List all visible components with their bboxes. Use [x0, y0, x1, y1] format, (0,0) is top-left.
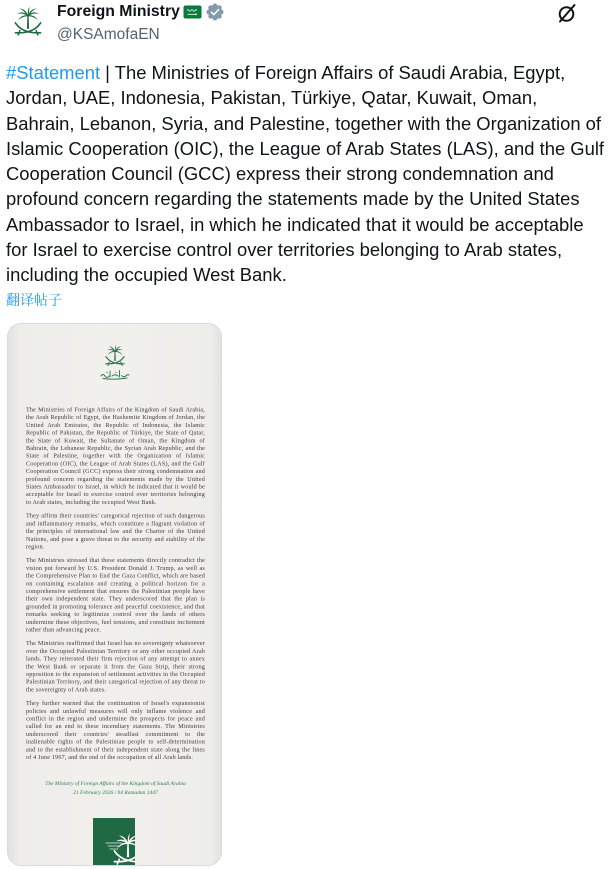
tweet-text-line: including the occupied West Bank.: [6, 264, 287, 286]
user-handle[interactable]: @KSAmofaEN: [57, 26, 160, 43]
tweet-text-segment: | The Ministries of Foreign Affairs of Saudi Arabia, Egypt,: [100, 62, 566, 83]
saudi-flag-icon: [183, 5, 202, 19]
translate-post-link[interactable]: 翻译帖子: [6, 292, 62, 308]
document-signature: [26, 779, 205, 797]
signature-date: 21 February 2026 / 04 Ramadan 1447: [73, 789, 158, 796]
tweet-text: [6, 60, 604, 288]
saudi-emblem-icon: [10, 4, 46, 40]
document-body: [26, 406, 205, 767]
tweet-text-line: Jordan, UAE, Indonesia, Pakistan, Türkiye, Qatar, Kuwait, Oman,: [6, 87, 538, 109]
display-name[interactable]: Foreign Ministry: [57, 3, 180, 20]
ministry-emblem-icon: [101, 343, 129, 369]
signature-issuer: The Ministry of Foreign Affairs of the Kingdom of Saudi Arabia: [45, 780, 186, 787]
document-paragraph: The Ministries of Foreign Affairs of the Kingdom of Saudi Arabia, the Arab Republic of Egypt, the Hashemite Kingdom of Jordan, the United Arab Emirates, the Republic of Indonesia, the Islamic Republic of Pakistan, the Republic of Türkiye, the State of Qatar, the State of Kuwait, the Sultanate of Oman, the Kingdom of Bahrain, the Lebanese Republic, the Syrian Arab Republic, and the State of Palestine, together with the Organization of Islamic Cooperation (OIC), the League of Arab States (LAS), and the Gulf Cooperation Council (GCC) express their strong condemnation and profound concern regarding the statements made by the United States Ambassador to Israel, in which he indicated that it would be acceptable for Israel to exercise control over territories belonging to Arab states, including the occupied West Bank.: [26, 406, 205, 506]
avatar[interactable]: [10, 4, 46, 40]
tweet-text-line: Islamic Cooperation (OIC), the League of Arab States (LAS), and the Gulf: [6, 137, 605, 159]
tweet-text-line: Ambassador to Israel, in which he indicated that it would be acceptable: [6, 213, 584, 235]
verified-badge-icon[interactable]: [206, 3, 224, 21]
ministry-calligraphy-logo: [99, 369, 131, 380]
document-paragraph: The Ministries stressed that these statements directly contradict the vision put forward by U.S. President Donald J. Trump, as well as the Comprehensive Plan to End the Gaza Conflict, which are based on containing escalation and creating a political horizon for a comprehensive settlement that ensures the Palestinian people have their own independent state. They underscored that the plan is grounded in promoting tolerance and peaceful coexistence, and that remarks seeking to legitimize control over the lands of others undermine these objectives, fuel tensions, and constitute incitement rather than advancing peace.: [26, 556, 205, 633]
ministry-logo-tile: [93, 818, 135, 866]
tweet-text-line: [6, 60, 604, 85]
tweet-text-line: for Israel to exercise control over territories belonging to Arab states,: [6, 239, 563, 261]
document-paragraph: The Ministries reaffirmed that Israel has no sovereignty whatsoever over the Occupied Palestinian Territory or any other occupied Arab lands. They reiterated their firm rejection of any attempt to annex the West Bank or separate it from the Gaza Strip, their strong opposition to the expansion of settlement activities in the Occupied Palestinian Territory, and their categorical rejection of any threat to the sovereignty of Arab states.: [26, 639, 205, 693]
tweet-text-line: profound concern regarding the statements made by the United States: [6, 188, 580, 210]
tweet-text-line: Cooperation Council (GCC) express their strong condemnation and: [6, 163, 554, 185]
attached-image[interactable]: [7, 323, 222, 866]
document-paragraph: They further warned that the continuation of Israel's expansionist policies and unlawful measures will only inflame violence and conflict in the region and undermine the prospects for peace and called for an end to these incendiary statements. The Ministries underscored their countries' steadfast commitment to the inalienable rights of the Palestinian people to self-determination and to the establishment of their independent state along the lines of 4 June 1967, and the end of the occupation of all Arab lands.: [26, 699, 205, 761]
hashtag-link[interactable]: #Statement: [6, 62, 101, 83]
document-paragraph: They affirm their countries' categorical rejection of such dangerous and inflammatory remarks, which constitute a flagrant violation of the principles of international law and the Charter of the United Nations, and pose a grave threat to the security and stability of the region.: [26, 512, 205, 550]
grok-icon[interactable]: [555, 2, 579, 24]
statement-document: [8, 324, 221, 865]
tweet-text-line: Bahrain, Lebanon, Syria, and Palestine, together with the Organization of: [6, 112, 602, 134]
